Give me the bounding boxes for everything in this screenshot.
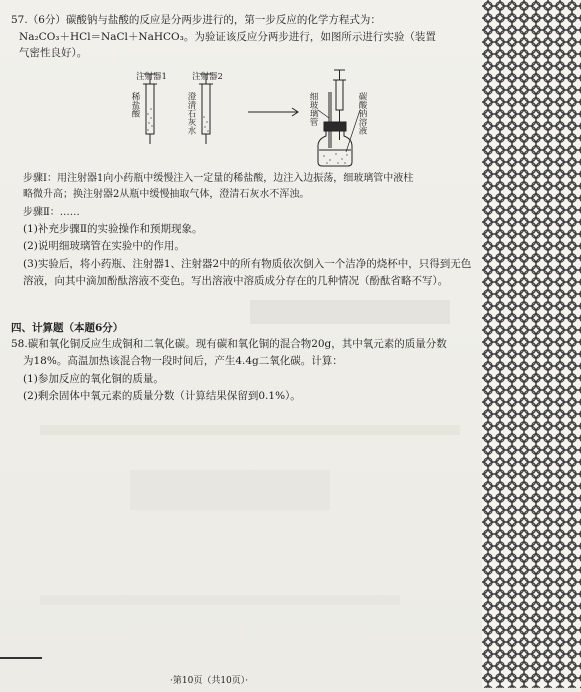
- bottle-apparatus-drawing: [318, 70, 360, 166]
- q58-line-1: 58.碳和氧化铜反应生成铜和二氧化碳。现有碳和氧化铜的混合物20g，其中氧元素的质量分数: [11, 338, 447, 350]
- q57-step-1-line-a: 步骤Ⅰ：用注射器1向小药瓶中缓慢注入一定量的稀盐酸，边注入边振荡，细玻璃管中液柱: [23, 173, 414, 184]
- q57-subquestion-2: (2)说明细玻璃管在实验中的作用。: [23, 240, 185, 252]
- syringe-1-label: 注射器1: [136, 72, 167, 82]
- q57-line-1: 57.（6分）碳酸钠与盐酸的反应是分两步进行的，第一步反应的化学方程式为：: [11, 14, 381, 26]
- q57-subquestion-1: (1)补充步骤Ⅱ的实验操作和预期现象。: [23, 223, 203, 235]
- limewater-label: 澄清石灰水: [186, 92, 196, 135]
- decorative-border-pattern: [482, 0, 581, 688]
- q57-step-1-line-b: 略微升高；换注射器2从瓶中缓慢抽取气体，澄清石灰水不浑浊。: [23, 189, 310, 200]
- page-footer: ·第10页（共10页）·: [170, 676, 249, 686]
- bleed-through-shadow: [250, 300, 450, 324]
- q58-line-2: 为18%。高温加热该混合物一段时间后，产生4.4g二氧化碳。计算：: [23, 355, 343, 367]
- section-4-title: 四、计算题（本题6分）: [11, 322, 124, 334]
- bleed-through-shadow: [40, 425, 460, 435]
- syringe-2-drawing: [199, 74, 213, 144]
- carbonate-solution-label: 碳酸钠溶液: [357, 92, 367, 135]
- syringe-2-label: 注射器2: [192, 72, 223, 82]
- q57-step-2: 步骤Ⅱ：……: [23, 207, 80, 218]
- acid-label: 稀盐酸: [130, 92, 140, 118]
- q57-line-3: 气密性良好）。: [19, 47, 88, 59]
- glass-tube-label: 细玻璃管: [308, 92, 318, 126]
- q57-subquestion-3-line-a: (3)实验后，将小药瓶、注射器1、注射器2中的所有物质依次倒入一个洁净的烧杯中，只得到无色: [23, 258, 472, 270]
- q57-equation-line: Na₂CO₃＋HCl＝NaCl＋NaHCO₃。为验证该反应分两步进行，如图所示进行实验（装置: [19, 31, 436, 43]
- apparatus-diagram: [0, 62, 482, 172]
- bleed-through-shadow: [130, 470, 330, 510]
- q57-subquestion-3-line-b: 溶液，向其中滴加酚酞溶液不变色。写出溶液中溶质成分存在的几种情况（酚酞省略不写）。: [23, 275, 449, 287]
- bleed-through-shadow: [40, 595, 400, 605]
- right-arrow: [248, 108, 298, 116]
- q58-subquestion-2: (2)剩余固体中氧元素的质量分数（计算结果保留到0.1%）。: [23, 390, 301, 402]
- lattice-pattern: [482, 0, 581, 688]
- margin-mark: [0, 657, 42, 659]
- q58-subquestion-1: (1)参加反应的氧化铜的质量。: [23, 373, 164, 385]
- syringe-1-drawing: [143, 74, 157, 144]
